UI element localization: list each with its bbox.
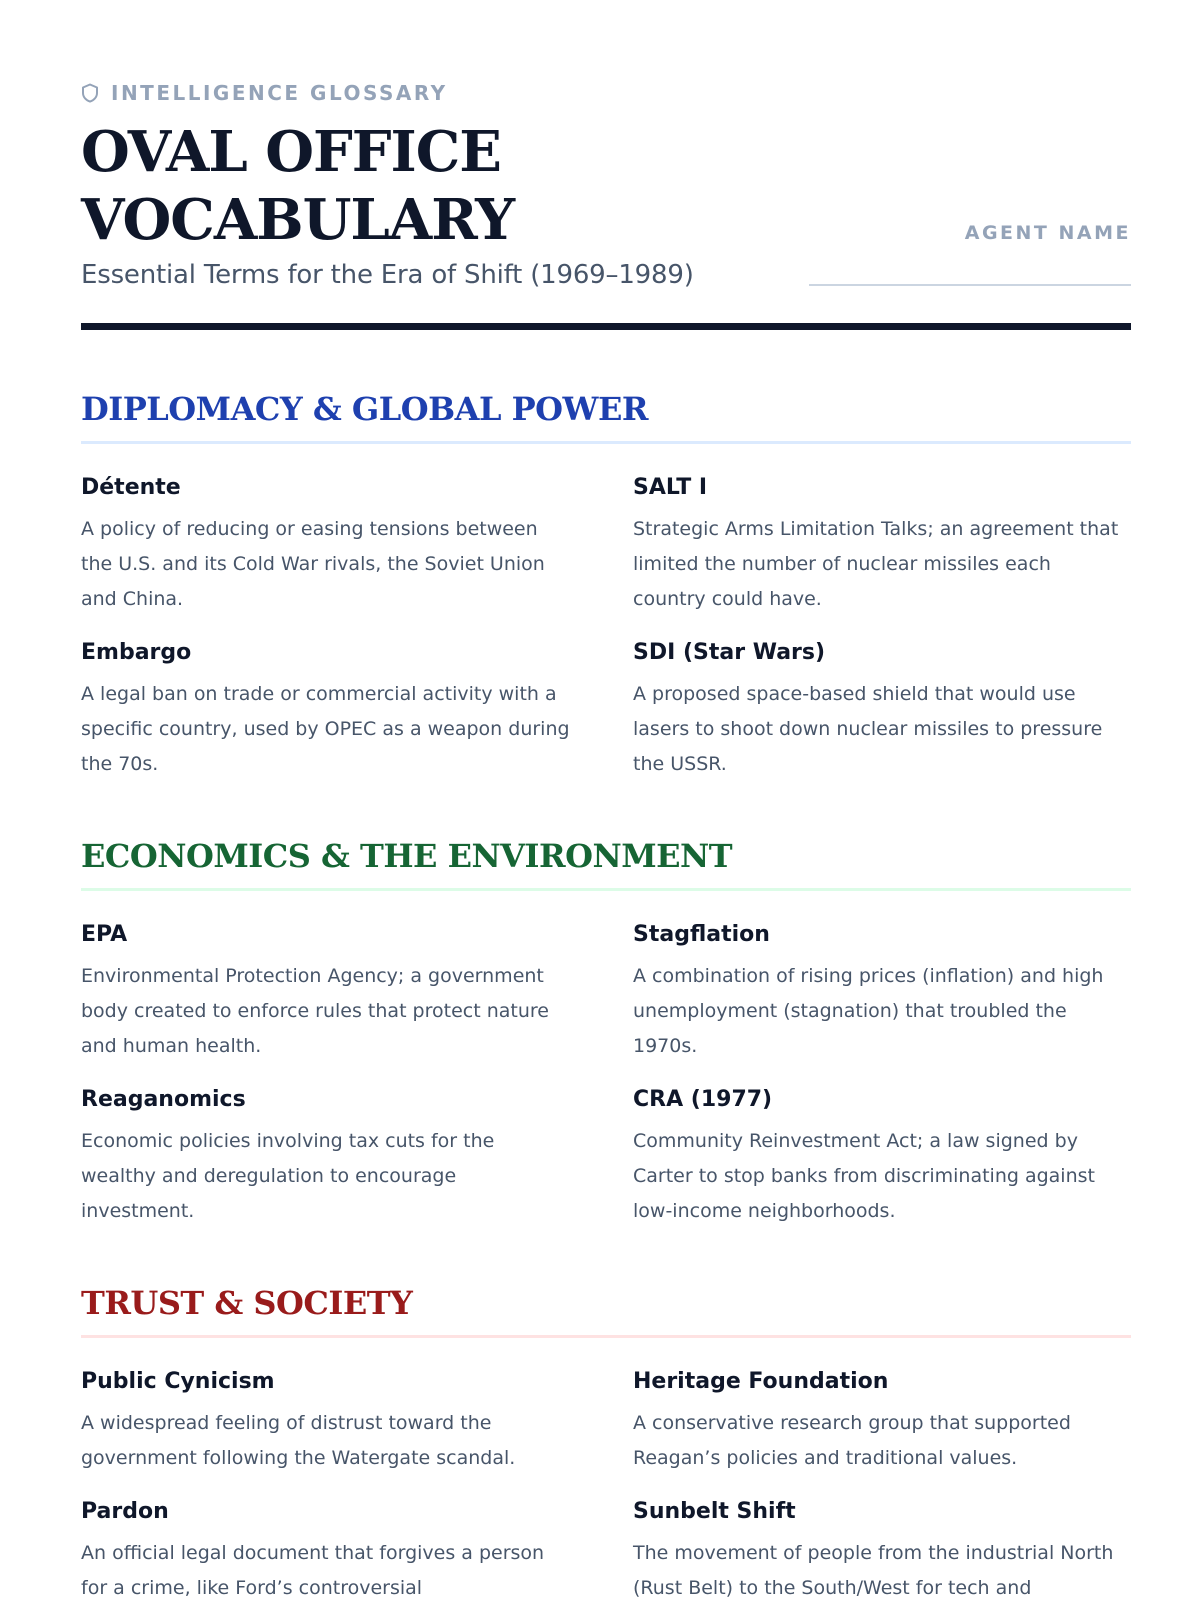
term-definition: A combination of rising prices (inflation) and high unemployment (stagnation) that troubled the 1970s. xyxy=(633,965,1104,1057)
page-title: OVAL OFFICE VOCABULARY xyxy=(81,119,515,253)
kicker-label: INTELLIGENCE GLOSSARY xyxy=(111,81,448,105)
term-name: CRA (1977) xyxy=(633,1087,773,1112)
term-definition: A proposed space-based shield that would use lasers to shoot down nuclear missiles to pressure the USSR. xyxy=(633,683,1103,775)
term-entry xyxy=(81,637,574,782)
term-entry xyxy=(81,1084,574,1229)
term-entry xyxy=(633,472,1126,617)
section-title: DIPLOMACY & GLOBAL POWER xyxy=(81,390,648,428)
term-name: Détente xyxy=(81,475,181,500)
section-society xyxy=(81,1281,1131,1600)
term-grid xyxy=(81,1366,1131,1600)
term-entry xyxy=(633,1084,1126,1229)
term-definition: Environmental Protection Agency; a government body created to enforce rules that protect nature and human health. xyxy=(81,965,549,1057)
term-definition: Strategic Arms Limitation Talks; an agreement that limited the number of nuclear missiles each country could have. xyxy=(633,518,1119,610)
shield-icon xyxy=(81,83,99,103)
kicker xyxy=(81,78,1131,108)
agent-name-line[interactable] xyxy=(809,284,1131,286)
term-name: Embargo xyxy=(81,640,192,665)
term-name: Public Cynicism xyxy=(81,1369,275,1394)
term-definition: An official legal document that forgives a person for a crime, like Ford’s controversial xyxy=(81,1542,545,1599)
term-grid xyxy=(81,472,1131,802)
term-entry xyxy=(633,1496,1126,1600)
term-entry xyxy=(81,1496,574,1600)
term-definition: Community Reinvestment Act; a law signed by Carter to stop banks from discriminating against low-income neighborhoods. xyxy=(633,1130,1095,1222)
term-name: SDI (Star Wars) xyxy=(633,640,826,665)
term-definition: A legal ban on trade or commercial activity with a specific country, used by OPEC as a weapon during the 70s. xyxy=(81,683,570,775)
page-header xyxy=(81,78,1131,290)
term-entry xyxy=(81,472,574,617)
term-definition: The movement of people from the industrial North (Rust Belt) to the South/West for tech and xyxy=(633,1542,1114,1599)
term-name: EPA xyxy=(81,922,128,947)
term-name: Pardon xyxy=(81,1499,169,1524)
agent-name-label: AGENT NAME xyxy=(964,222,1131,244)
section-title: TRUST & SOCIETY xyxy=(81,1284,413,1322)
term-entry xyxy=(81,919,574,1064)
agent-name-block xyxy=(809,222,1131,286)
term-entry xyxy=(633,919,1126,1064)
section-economics xyxy=(81,834,1131,1249)
term-definition: A conservative research group that supported Reagan’s policies and traditional values. xyxy=(633,1412,1071,1469)
term-name: Heritage Foundation xyxy=(633,1369,889,1394)
term-entry xyxy=(633,637,1126,782)
section-diplomacy xyxy=(81,387,1131,802)
section-title: ECONOMICS & THE ENVIRONMENT xyxy=(81,837,733,875)
term-name: SALT I xyxy=(633,475,708,500)
term-definition: A policy of reducing or easing tensions between the U.S. and its Cold War rivals, the Soviet Union and China. xyxy=(81,518,545,610)
term-entry xyxy=(81,1366,574,1476)
term-name: Reaganomics xyxy=(81,1087,246,1112)
section-underline xyxy=(81,1335,1131,1338)
section-underline xyxy=(81,888,1131,891)
term-definition: Economic policies involving tax cuts for the wealthy and deregulation to encourage investment. xyxy=(81,1130,495,1222)
term-definition: A widespread feeling of distrust toward the government following the Watergate scandal. xyxy=(81,1412,516,1469)
term-entry xyxy=(633,1366,1126,1476)
term-name: Stagflation xyxy=(633,922,770,947)
section-underline xyxy=(81,441,1131,444)
page-subtitle: Essential Terms for the Era of Shift (1969–1989) xyxy=(81,260,694,290)
term-name: Sunbelt Shift xyxy=(633,1499,796,1524)
term-grid xyxy=(81,919,1131,1249)
header-divider xyxy=(81,323,1131,330)
